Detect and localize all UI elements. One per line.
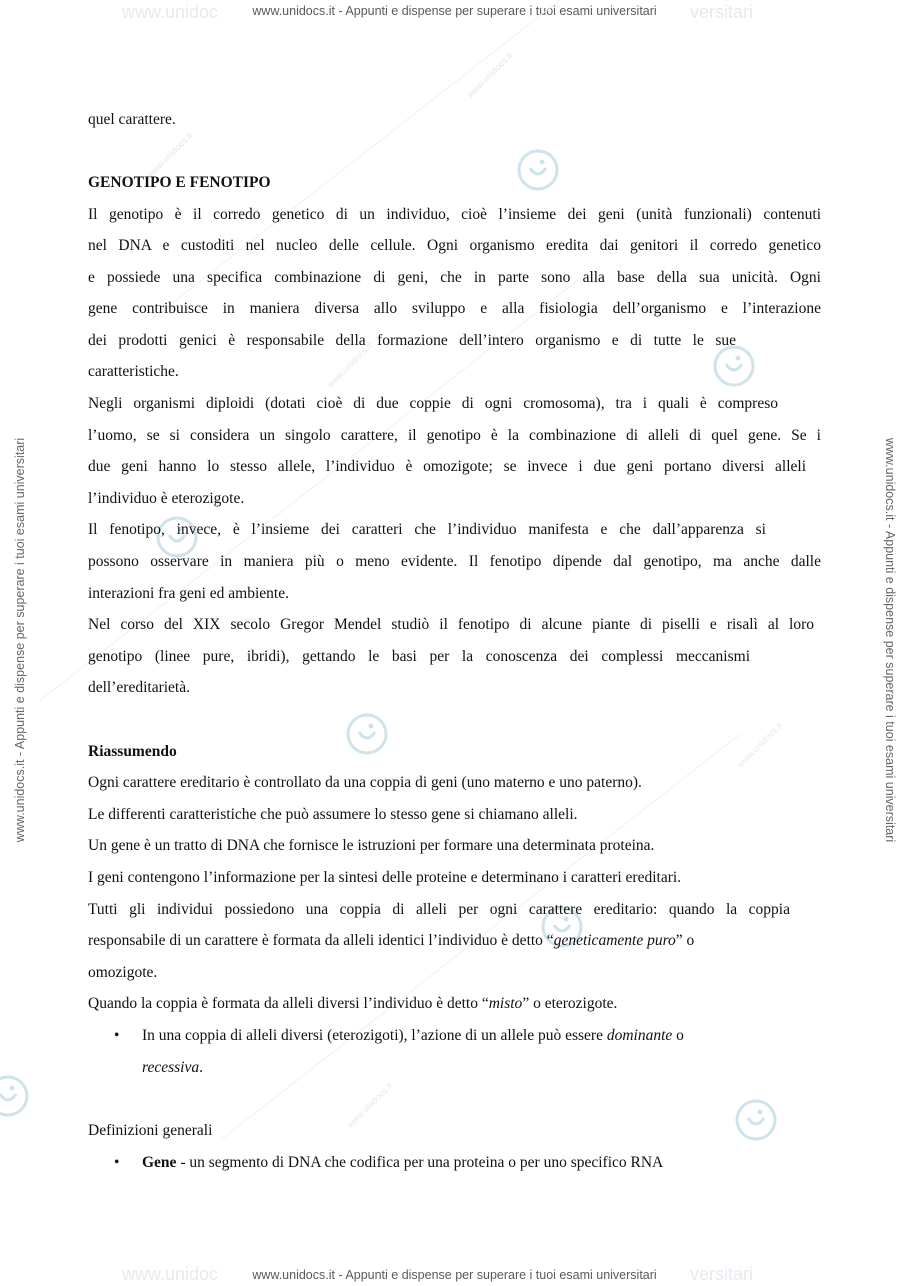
bullet-marker: •	[114, 1154, 120, 1171]
watermark-ghost-left-bottom: www.unidoc	[122, 1264, 219, 1284]
paragraph-continuation: quel carattere.	[88, 111, 176, 128]
body-line: genotipo (linee pure, ibridi), gettando le basi per la conoscenza dei complessi meccanismi	[88, 648, 750, 665]
misto-before: Quando la coppia è formata da alleli diversi l’individuo è detto “	[88, 995, 489, 1012]
watermark-tiny: www.unidocs.it	[345, 1080, 395, 1130]
body-line: possono osservare in maniera più o meno evidente. Il fenotipo dipende dal genotipo, ma anche dalle	[88, 553, 821, 570]
watermark-logo-icon	[516, 148, 560, 192]
body-line: l’individuo è eterozigote.	[88, 490, 245, 507]
body-line: dei prodotti genici è responsabile della formazione dell’intero organismo e di tutte le sue	[88, 332, 736, 349]
bullet-end: .	[199, 1059, 203, 1076]
summary-line: Tutti gli individui possiedono una coppia di alleli per ogni carattere ereditario: quando la coppia	[88, 901, 790, 918]
section-title-genotipo: GENOTIPO E FENOTIPO	[88, 174, 271, 191]
gene-term: Gene	[142, 1154, 177, 1171]
body-line: Nel corso del XIX secolo Gregor Mendel studiò il fenotipo di alcune piante di piselli e risalì al loro	[88, 616, 814, 633]
gene-definition: - un segmento di DNA che codifica per una proteina o per uno specifico RNA	[176, 1154, 664, 1171]
body-line: interazioni fra geni ed ambiente.	[88, 585, 289, 602]
puro-italic: geneticamente puro	[553, 932, 676, 949]
watermark-ghost-right-bottom: versitari	[690, 1264, 754, 1284]
summary-line: Ogni carattere ereditario è controllato da una coppia di geni (uno materno e uno paterno).	[88, 774, 642, 791]
summary-line: omozigote.	[88, 964, 158, 981]
puro-before: responsabile di un carattere è formata da alleli identici l’individuo è detto “	[88, 932, 554, 949]
body-line: gene contribuisce in maniera diversa allo sviluppo e alla fisiologia dell’organismo e l’interazione	[88, 300, 821, 317]
body-line: Il fenotipo, invece, è l’insieme dei caratteri che l’individuo manifesta e che dall’apparenza si	[88, 521, 766, 538]
watermark-logo-icon	[345, 712, 389, 756]
body-line: l’uomo, se si considera un singolo carattere, il genotipo è la combinazione di alleli di quel gene. Se i	[88, 427, 821, 444]
summary-line: I geni contengono l’informazione per la sintesi delle proteine e determinano i caratteri ereditari.	[88, 869, 682, 886]
watermark-logo-icon	[0, 1074, 30, 1118]
dominante-italic: dominante	[606, 1027, 673, 1044]
bullet-mid: o	[672, 1027, 684, 1044]
bullet-before: In una coppia di alleli diversi (eterozigoti), l’azione di un allele può essere	[142, 1027, 607, 1044]
bullet-text	[142, 1153, 663, 1173]
summary-line: Le differenti caratteristiche che può assumere lo stesso gene si chiamano alleli.	[88, 806, 578, 823]
side-watermark-right: www.unidocs.it - Appunti e dispense per superare i tuoi esami universitari	[883, 437, 897, 843]
misto-italic: misto	[488, 995, 523, 1012]
watermark-tiny: www.unidocs.it	[145, 130, 195, 180]
section-title-riassumendo: Riassumendo	[88, 743, 177, 760]
body-line: dell’ereditarietà.	[88, 679, 190, 696]
puro-after: ” o	[675, 932, 695, 949]
body-line: Il genotipo è il corredo genetico di un individuo, cioè l’insieme dei geni (unità funzionali) contenuti	[88, 206, 821, 223]
watermark-tiny: www.unidocs.it	[325, 340, 375, 390]
bullet-text	[142, 1026, 684, 1046]
side-watermark-left: www.unidocs.it - Appunti e dispense per superare i tuoi esami universitari	[13, 437, 27, 843]
section-title-definizioni: Definizioni generali	[88, 1122, 213, 1139]
summary-line-puro	[88, 931, 694, 951]
bullet-marker: •	[114, 1027, 120, 1044]
body-line: due geni hanno lo stesso allele, l’individuo è omozigote; se invece i due geni portano diversi alleli	[88, 458, 806, 475]
misto-after: ” o eterozigote.	[522, 995, 618, 1012]
recessiva-italic: recessiva	[142, 1059, 200, 1076]
watermark-logo-icon	[734, 1098, 778, 1142]
body-line: nel DNA e custoditi nel nucleo delle cellule. Ogni organismo eredita dai genitori il corredo genetico	[88, 237, 821, 254]
header-watermark[interactable]: www.unidocs.it - Appunti e dispense per superare i tuoi esami universitari	[252, 4, 657, 18]
summary-line-misto	[88, 994, 617, 1014]
body-line: Negli organismi diploidi (dotati cioè di due coppie di ogni cromosoma), tra i quali è compreso	[88, 395, 778, 412]
footer-watermark[interactable]: www.unidocs.it - Appunti e dispense per superare i tuoi esami universitari	[252, 1268, 657, 1282]
body-line: e possiede una specifica combinazione di geni, che in parte sono alla base della sua unicità. Ogni	[88, 269, 821, 286]
watermark-tiny: www.unidocs.it	[465, 50, 515, 100]
watermark-tiny: www.unidocs.it	[735, 720, 785, 770]
watermark-ghost-right: versitari	[690, 2, 754, 22]
body-line: caratteristiche.	[88, 363, 179, 380]
bullet-text-continued	[142, 1058, 203, 1078]
summary-line: Un gene è un tratto di DNA che fornisce le istruzioni per formare una determinata proteina.	[88, 837, 655, 854]
watermark-ghost-left: www.unidoc	[122, 2, 219, 22]
